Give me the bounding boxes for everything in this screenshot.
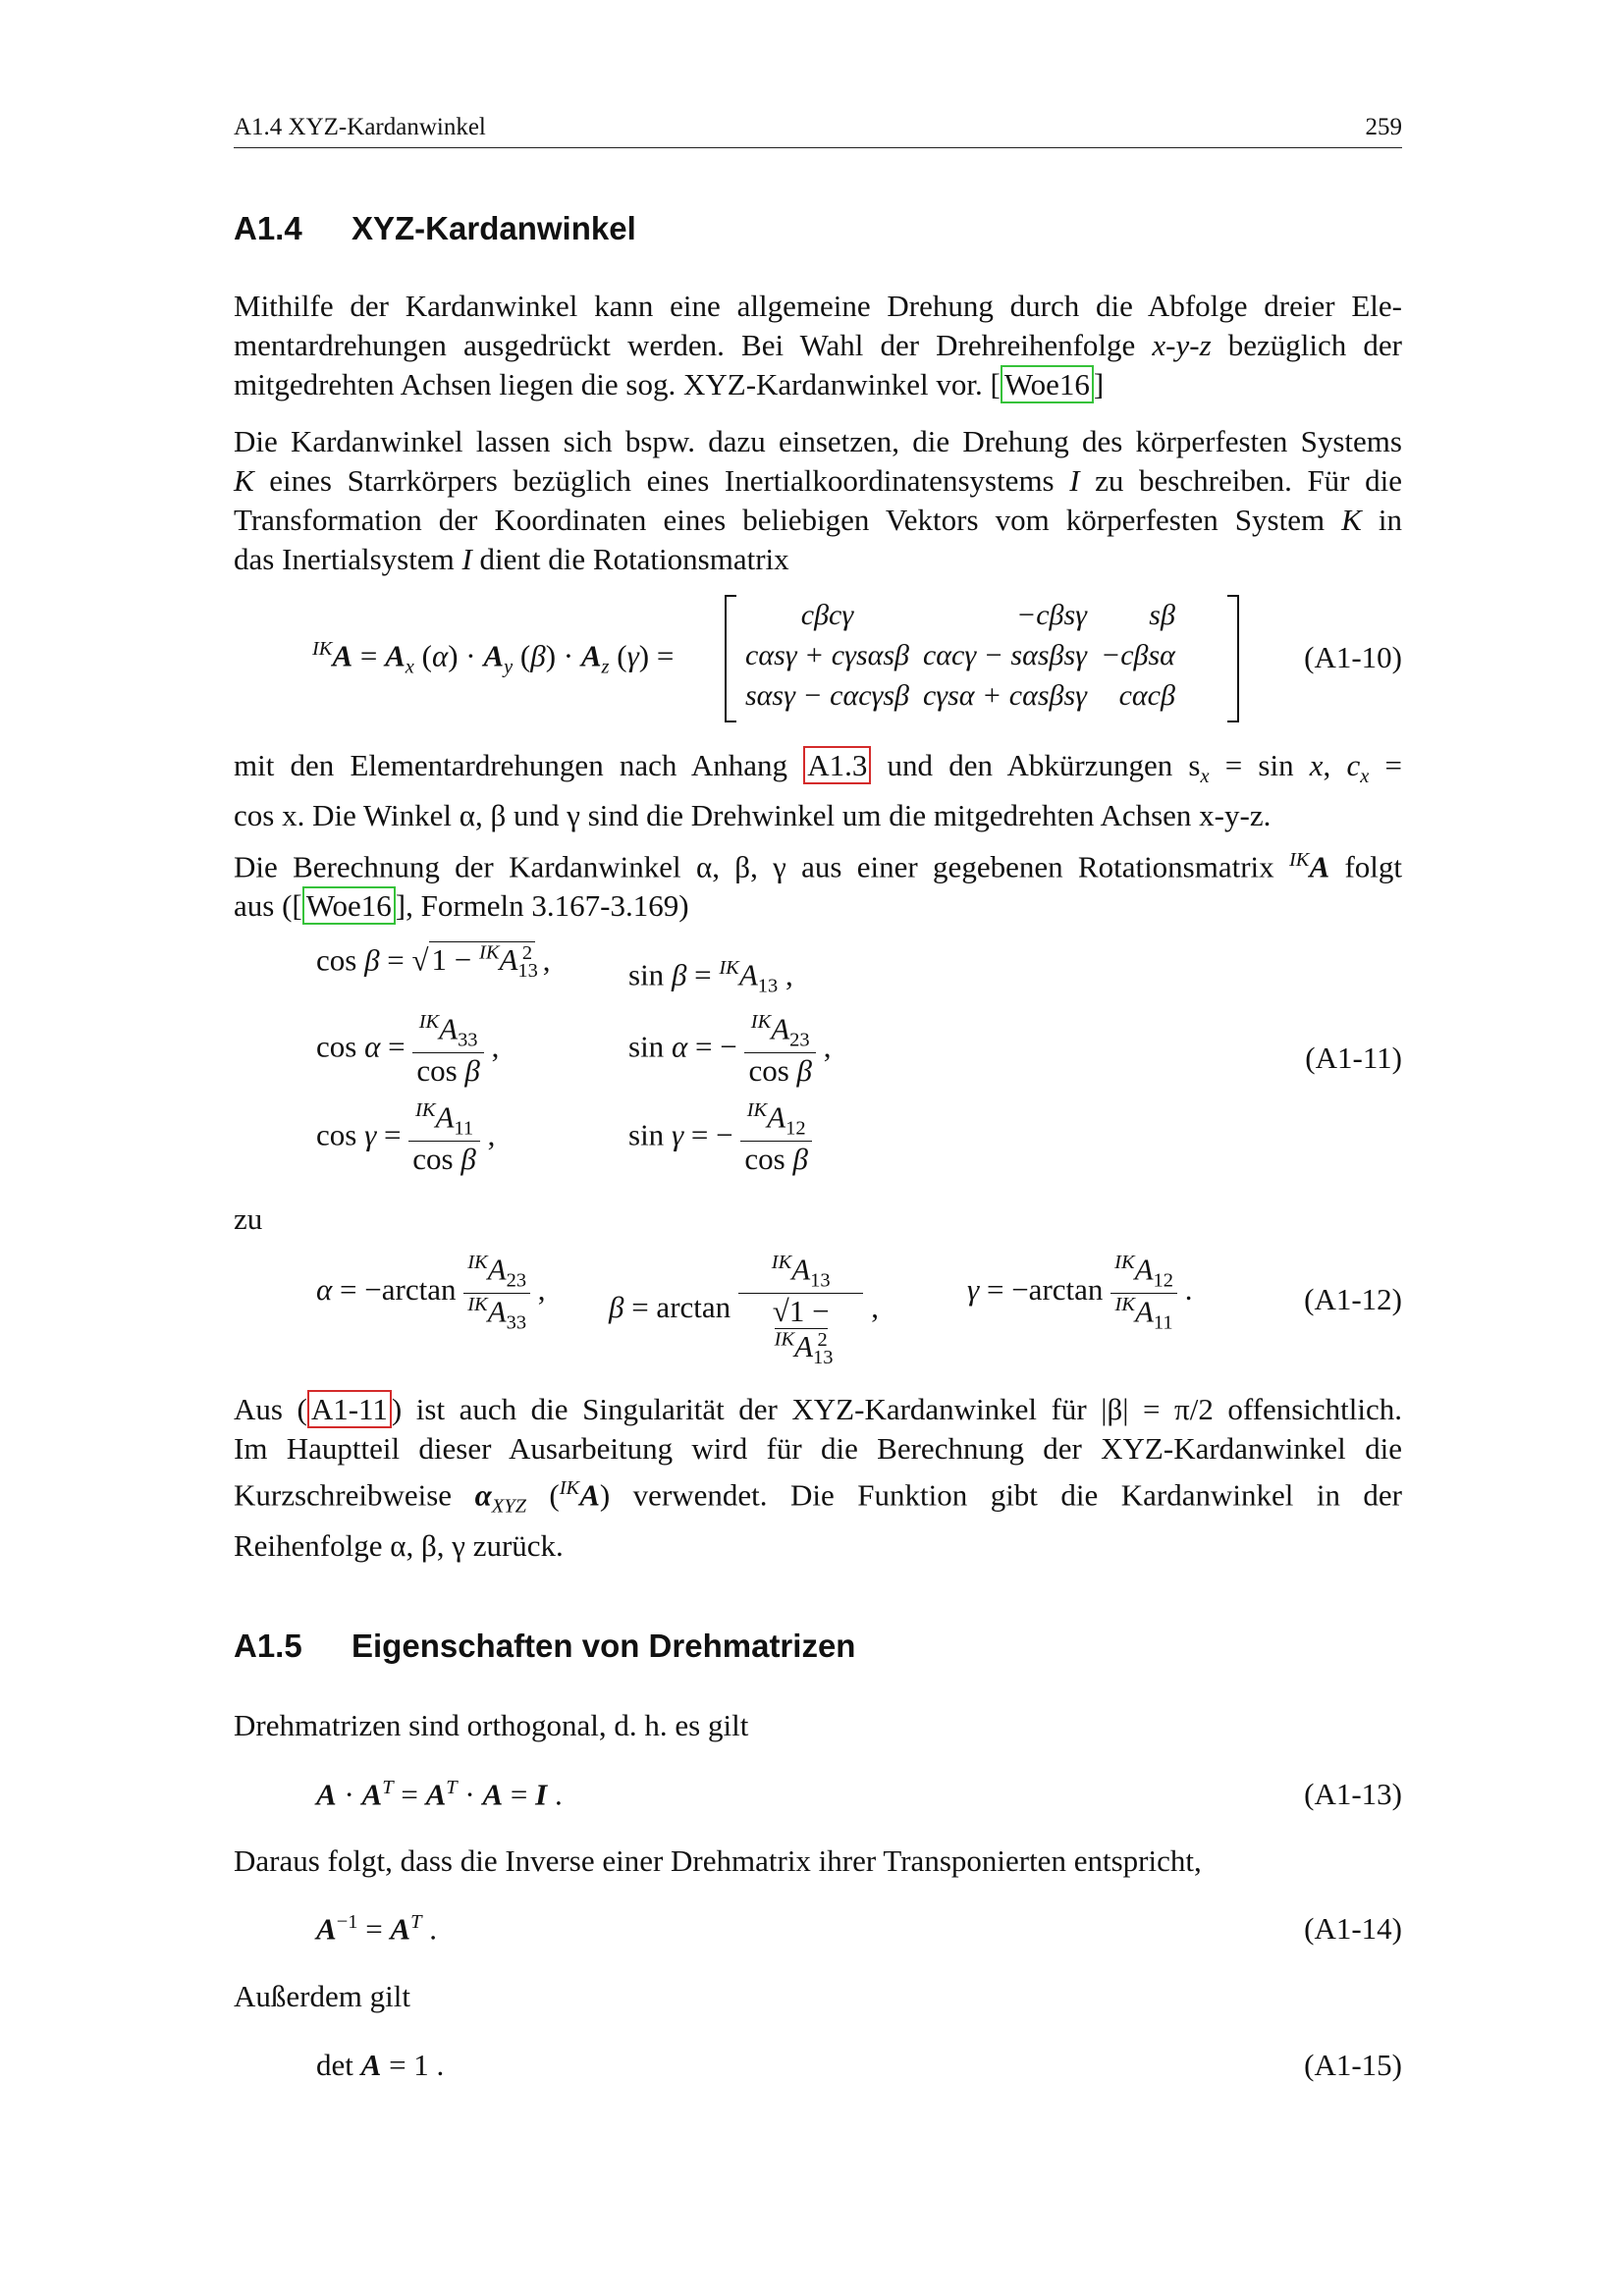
equation-number: (A1-15)	[1304, 2048, 1402, 2082]
paragraph-description	[234, 422, 1402, 579]
equation-a1-15: det A = 1 .	[316, 2048, 445, 2082]
citation-link-woe16[interactable]: Woe16	[1001, 365, 1094, 403]
paragraph-singularity	[234, 1390, 1402, 1566]
matrix-bracket-left	[725, 595, 736, 722]
matrix-cell: cαcβ	[1118, 678, 1175, 712]
paragraph-additionally	[234, 1977, 1402, 2016]
equation-a1-12-alpha: α = −arctan $\frac{^{IK}A_{23}}{^{IK}A_{33}}$ ,	[316, 1252, 546, 1334]
equation-a1-11-row2-left: cos α = $\frac{^{IK}A_{33}}{\text{cos β}}$ ,	[316, 1011, 500, 1088]
equation-number: (A1-11)	[1305, 1041, 1402, 1075]
text-line: K eines Starrkörpers bezüglich eines Inertialkoordinatensystems I zu beschreiben. Für die	[234, 463, 1402, 498]
text-line: aus ([ Woe16 ], Formeln 3.167-3.169)	[234, 888, 689, 924]
matrix-cell: cβcγ	[800, 598, 854, 631]
equation-a1-11-row1-left: $\cos \beta = √1 - ^{IK}A_{13}^2$ ,	[316, 942, 551, 983]
text-line: Kurzschreibweise $\alpha_{XYZ}$ ($^{IK}$A) verwendet. Die Funktion gibt die Kardanwinkel in der	[234, 1477, 1402, 1518]
paragraph-abbreviations	[234, 746, 1402, 835]
text-line: zu	[234, 1201, 263, 1236]
matrix-bracket-right	[1227, 595, 1239, 722]
paragraph-computation	[234, 840, 1402, 926]
rotation-matrix-table	[738, 595, 1182, 716]
section-number: A1.4	[234, 210, 302, 246]
matrix-cell: −cβsγ	[1015, 598, 1087, 631]
running-header	[234, 114, 1402, 148]
text-line: Die Kardanwinkel lassen sich bspw. dazu einsetzen, die Drehung des körperfesten Systems	[234, 424, 1402, 458]
paragraph-zu	[234, 1200, 1402, 1239]
reference-link-a1-11[interactable]: A1-11	[307, 1390, 392, 1428]
paragraph-inverse	[234, 1842, 1402, 1881]
paragraph-intro	[234, 287, 1402, 404]
matrix-cell: −cβsα	[1100, 638, 1175, 671]
equation-a1-10-lhs: $^{IK}A = A_x$ $(\alpha) \cdot A_y$ $(\beta) \cdot A_z$ (γ) =	[312, 638, 675, 678]
text-line: Aus ( A1-11 ) ist auch die Singularität der XYZ-Kardanwinkel für |β| = π/2 offensichtlich.	[234, 1392, 1402, 1426]
running-header-section: A1.4 XYZ-Kardanwinkel	[234, 114, 486, 140]
section-heading-a1-5	[234, 1628, 855, 1665]
text-line: Außerdem gilt	[234, 1979, 410, 2013]
equation-a1-11-row1-right: $\sin \beta = ^{IK}A_{13}$ ,	[628, 957, 793, 997]
equation-a1-12-gamma: γ = −arctan $\frac{^{IK}A_{12}}{^{IK}A_{11}}$ .	[967, 1252, 1193, 1334]
text-line: mentardrehungen ausgedrückt werden. Bei Wahl der Drehreihenfolge x-y-z bezüglich der	[234, 328, 1402, 362]
equation-a1-11-row2-right: sin α = − $\frac{^{IK}A_{23}}{\text{cos β}}$ ,	[628, 1011, 832, 1088]
section-number: A1.5	[234, 1628, 302, 1664]
matrix-cell: sβ	[1149, 598, 1175, 631]
reference-link-a1-3[interactable]: A1.3	[803, 746, 871, 784]
citation-link-woe16[interactable]: Woe16	[302, 886, 396, 925]
text-line: Mithilfe der Kardanwinkel kann eine allgemeine Drehung durch die Abfolge dreier Ele-	[234, 289, 1402, 323]
equation-number: (A1-13)	[1304, 1777, 1402, 1811]
matrix-cell: cγsα + cαsβsγ	[922, 678, 1087, 712]
equation-number: (A1-14)	[1304, 1911, 1402, 1946]
matrix-cell: cαsγ + cγsαsβ	[745, 638, 909, 671]
section-title: Eigenschaften von Drehmatrizen	[352, 1628, 856, 1664]
text-line: Die Berechnung der Kardanwinkel α, β, γ aus einer gegebenen Rotationsmatrix $^{IK}$A folgt	[234, 849, 1402, 884]
page-number: 259	[1365, 114, 1402, 140]
paragraph-orthogonal	[234, 1706, 1402, 1745]
section-heading-a1-4	[234, 210, 636, 247]
equation-a1-13: $A \cdot A^T = A^T \cdot A = I$ .	[316, 1777, 563, 1812]
equation-a1-11-row3-left: cos γ = $\frac{^{IK}A_{11}}{\text{cos β}}$ ,	[316, 1099, 496, 1176]
section-title: XYZ-Kardanwinkel	[352, 210, 636, 246]
equation-number: (A1-12)	[1304, 1282, 1402, 1316]
text-line: mitgedrehten Achsen liegen die sog. XYZ-Kardanwinkel vor. [ Woe16 ]	[234, 367, 1105, 401]
text-line: das Inertialsystem I dient die Rotationsmatrix	[234, 542, 789, 576]
text-line: Reihenfolge α, β, γ zurück.	[234, 1527, 564, 1563]
matrix-cell: sαsγ − cαcγsβ	[745, 678, 909, 712]
matrix-cell: cαcγ − sαsβsγ	[922, 638, 1087, 671]
equation-a1-11-row3-right: sin γ = − $\frac{^{IK}A_{12}}{\text{cos β}}$	[628, 1099, 812, 1177]
equation-a1-12-beta: β = arctan $\frac{^{IK}A_{13}}{√1 - ^{IK}A_{13}^2}$ ,	[609, 1252, 879, 1369]
rotation-matrix	[725, 595, 1239, 721]
text-line: mit den Elementardrehungen nach Anhang A1.3 und den Abkürzungen $s_x = \sin x$, $c_x$ =	[234, 748, 1403, 788]
text-line: Drehmatrizen sind orthogonal, d. h. es gilt	[234, 1708, 749, 1742]
text-line: Transformation der Koordinaten eines beliebigen Vektors vom körperfesten System K in	[234, 503, 1402, 537]
equation-a1-14: $A^{-1} = A^T$ .	[316, 1911, 437, 1947]
equation-number: (A1-10)	[1304, 640, 1402, 674]
text-line: cos x. Die Winkel α, β und γ sind die Drehwinkel um die mitgedrehten Achsen x-y-z.	[234, 798, 1272, 833]
text-line: Daraus folgt, dass die Inverse einer Drehmatrix ihrer Transponierten entspricht,	[234, 1843, 1202, 1878]
text-line: Im Hauptteil dieser Ausarbeitung wird für die Berechnung der XYZ-Kardanwinkel die	[234, 1431, 1402, 1466]
